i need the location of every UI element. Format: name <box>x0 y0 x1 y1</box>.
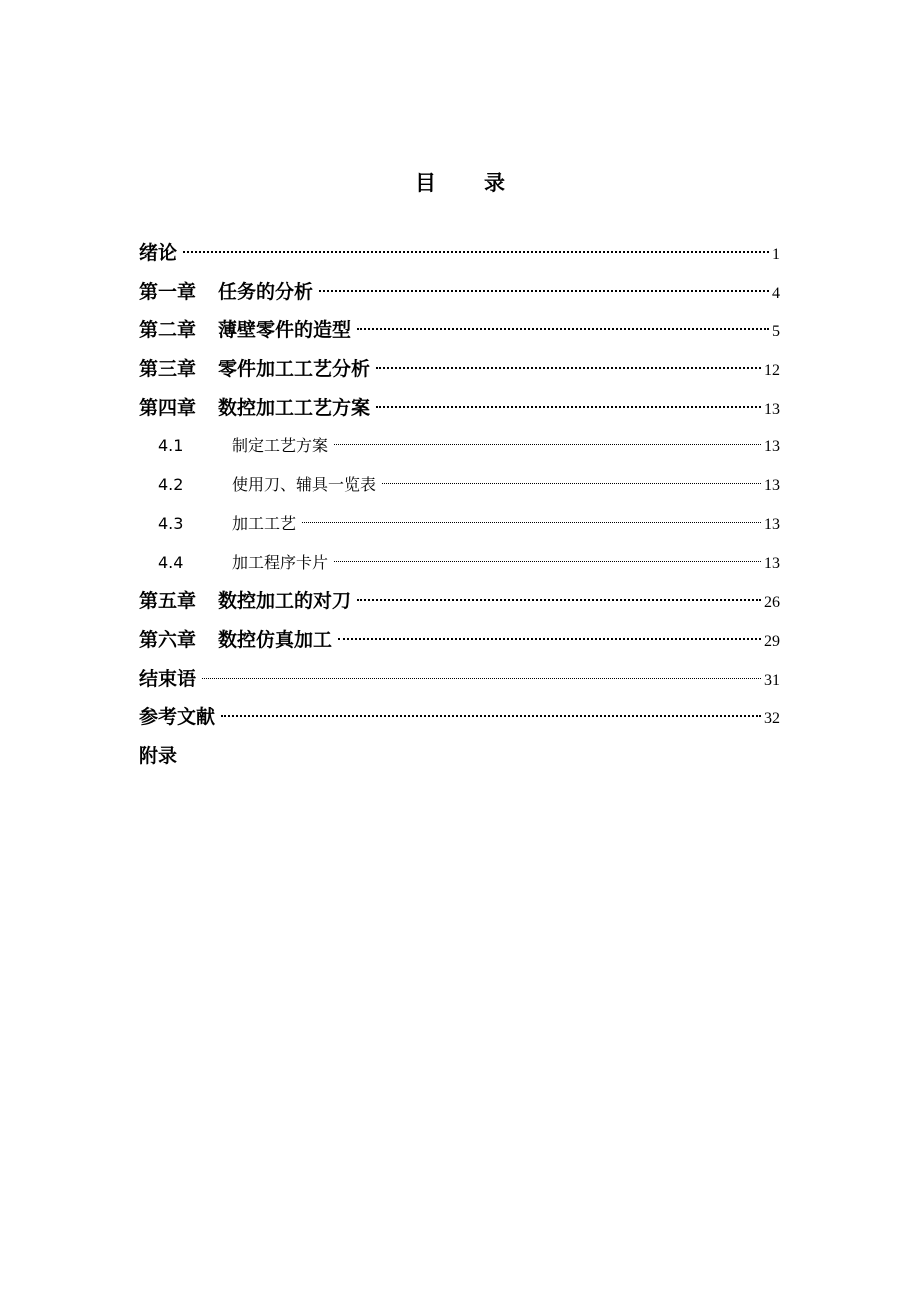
toc-entry-label: 绪论 <box>139 242 178 264</box>
toc-page-number: 26 <box>764 594 780 612</box>
toc-entry-label: 第一章 任务的分析 <box>139 273 313 312</box>
toc-entry-chapter-4[interactable] <box>139 389 780 428</box>
toc-entry-references[interactable] <box>139 698 780 737</box>
dot-leader <box>338 636 761 640</box>
toc-entry-label: 第五章 数控加工的对刀 <box>139 582 351 621</box>
chapter-number: 第四章 <box>139 396 197 419</box>
toc-page-number: 4 <box>772 284 780 302</box>
toc-entry-label: 第四章 数控加工工艺方案 <box>139 389 370 428</box>
toc-page-number: 13 <box>764 438 780 456</box>
toc-entry-label: 第三章 零件加工工艺分析 <box>139 350 370 389</box>
toc-entry-section-4-1[interactable] <box>139 427 780 466</box>
toc-entry-label: 4.4 加工程序卡片 <box>158 544 328 583</box>
section-number: 4.2 <box>158 475 184 495</box>
section-number: 4.1 <box>158 436 184 456</box>
dot-leader <box>357 326 769 330</box>
dot-leader <box>334 442 761 445</box>
toc-page-number: 31 <box>764 671 780 689</box>
toc-entry-label: 参考文献 <box>139 706 216 729</box>
dot-leader <box>334 559 761 562</box>
toc-entry-chapter-2[interactable] <box>139 311 780 350</box>
toc-title: 目录 <box>415 171 553 195</box>
toc-entry-label: 4.3 加工工艺 <box>158 505 296 544</box>
toc-entry-chapter-6[interactable] <box>139 621 780 660</box>
chapter-number: 第六章 <box>139 628 197 651</box>
toc-entry-conclusion[interactable] <box>139 660 780 699</box>
toc-page-number: 13 <box>764 554 780 572</box>
chapter-number: 第五章 <box>139 590 197 613</box>
dot-leader <box>183 249 769 253</box>
toc-entry-label: 第二章 薄壁零件的造型 <box>139 311 351 350</box>
chapter-number: 第二章 <box>139 319 197 342</box>
dot-leader <box>302 520 761 523</box>
toc-entry-section-4-3[interactable] <box>139 505 780 544</box>
toc-entry-label: 结束语 <box>139 667 197 690</box>
toc-entry-section-4-2[interactable] <box>139 466 780 505</box>
dot-leader <box>221 713 761 717</box>
toc-entry-introduction[interactable] <box>139 234 780 273</box>
toc-page-number: 12 <box>764 362 780 380</box>
section-number: 4.4 <box>158 552 184 572</box>
toc-entry-chapter-1[interactable] <box>139 273 780 312</box>
dot-leader <box>376 404 761 408</box>
dot-leader <box>357 597 761 601</box>
chapter-number: 第三章 <box>139 358 197 381</box>
toc-page-number: 29 <box>764 632 780 650</box>
dot-leader <box>382 481 761 484</box>
toc-list <box>139 234 780 776</box>
toc-entry-label: 附录 <box>139 744 178 767</box>
chapter-number: 第一章 <box>139 280 197 303</box>
section-number: 4.3 <box>158 513 184 533</box>
dot-leader <box>319 288 769 292</box>
toc-page-number: 1 <box>772 246 780 263</box>
toc-entry-label: 4.1 制定工艺方案 <box>158 427 328 466</box>
toc-page-number: 13 <box>764 515 780 533</box>
toc-entry-label: 4.2 使用刀、辅具一览表 <box>158 466 376 505</box>
dot-leader <box>202 676 761 679</box>
toc-entry-appendix[interactable] <box>139 737 780 776</box>
toc-entry-chapter-3[interactable] <box>139 350 780 389</box>
dot-leader <box>376 365 761 369</box>
toc-page-number: 32 <box>764 710 780 728</box>
toc-page-number: 13 <box>764 477 780 495</box>
toc-entry-section-4-4[interactable] <box>139 544 780 583</box>
toc-entry-chapter-5[interactable] <box>139 582 780 621</box>
toc-page-number: 5 <box>772 323 780 341</box>
toc-entry-label: 第六章 数控仿真加工 <box>139 621 332 660</box>
toc-page-number: 13 <box>764 400 780 418</box>
